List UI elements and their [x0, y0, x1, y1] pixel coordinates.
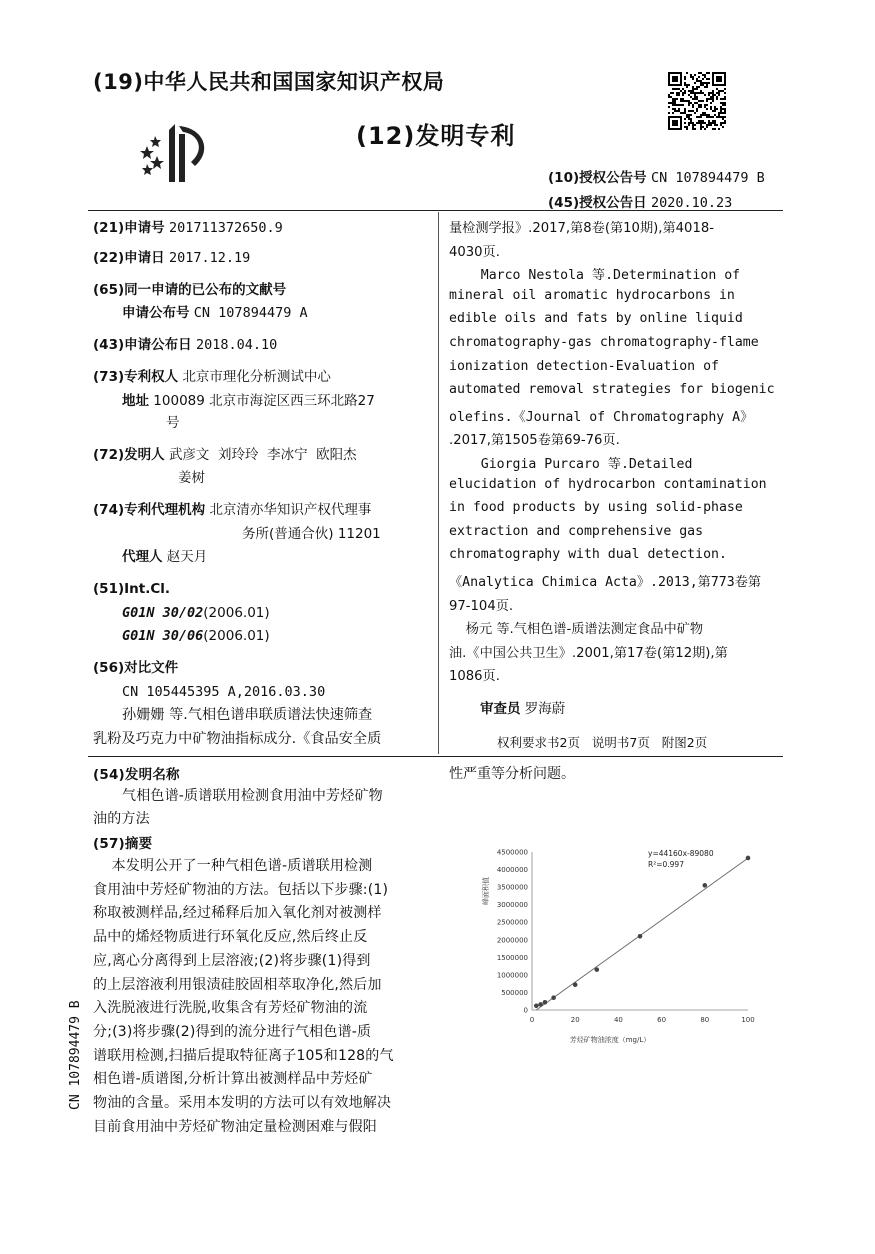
- y-tick-label: 1000000: [496, 971, 528, 980]
- abstract-line: 分;(3)将步骤(2)得到的流分进行气相色谱-质: [93, 1023, 372, 1040]
- y-tick-label: 3500000: [496, 883, 528, 892]
- office-name: (19)中华人民共和国国家知识产权局: [93, 70, 445, 94]
- abstract-line: 的上层溶液利用银渍硅胶固相萃取净化,然后加: [93, 976, 382, 993]
- examiner: 罗海蔚: [524, 701, 566, 717]
- grant-pub-no: CN 107894479 B: [650, 170, 765, 186]
- side-document-number: CN 107894479 B: [68, 1000, 83, 1110]
- y-tick-label: 1500000: [496, 953, 528, 962]
- data-point: [703, 883, 708, 888]
- invention-title-2: 油的方法: [93, 811, 150, 827]
- reference-line: edible oils and fats by online liquid: [449, 311, 743, 327]
- abstract-line: 食用油中芳烃矿物油的方法。包括以下步骤:(1): [93, 881, 389, 898]
- calibration-chart: [470, 838, 770, 1060]
- ipc-1-code: G01N 30/02: [122, 605, 204, 621]
- pages-summary: 权利要求书2页 说明书7页 附图2页: [497, 735, 708, 750]
- reference-line: in food products by using solid-phase: [449, 500, 743, 516]
- reference-line: ionization detection-Evaluation of: [449, 358, 719, 374]
- reference-line: 《Analytica Chimica Acta》.2013,第773卷第: [449, 575, 762, 590]
- r-squared: R²=0.997: [648, 860, 684, 869]
- reference-line: 量检测学报》.2017,第8卷(第10期),第4018-: [449, 221, 714, 236]
- reference-line: olefins.《Journal of Chromatography A》: [449, 409, 754, 425]
- abstract-line: 物油的含量。采用本发明的方法可以有效地解决: [93, 1095, 392, 1111]
- examiner-label: 审查员: [480, 701, 521, 717]
- address-line-1: 100089 北京市海淀区西三环北路27: [153, 393, 375, 409]
- refs-label: (56)对比文件: [93, 660, 179, 676]
- reference-line: 油.《中国公共卫生》.2001,第17卷(第12期),第: [449, 645, 728, 661]
- ipc-2-date: (2006.01): [203, 628, 270, 644]
- abstract-continued: 性严重等分析问题。: [449, 766, 575, 782]
- app-no: 201711372650.9: [168, 220, 283, 236]
- abstract-line: 入洗脱液进行洗脱,收集含有芳烃矿物油的流: [93, 1000, 368, 1017]
- agent-row: 代理人 赵天月: [122, 549, 208, 565]
- reference-line: Giorgia Purcaro 等.Detailed: [449, 457, 693, 472]
- data-point: [638, 934, 643, 939]
- abstract-line: 品中的烯烃物质进行环氧化反应,然后终止反: [93, 929, 368, 946]
- x-tick-label: 80: [700, 1016, 710, 1024]
- inventors-line-1: 武彦文 刘玲玲 李冰宁 欧阳杰: [168, 447, 357, 463]
- app-date: 2017.12.19: [168, 250, 251, 266]
- reference-line: 4030页.: [449, 244, 500, 260]
- x-tick-label: 20: [570, 1016, 580, 1024]
- app-no-row: (21)申请号 201711372650.9: [93, 220, 283, 236]
- agent: 赵天月: [166, 549, 208, 565]
- data-point: [595, 967, 600, 972]
- patentee: 北京市理化分析测试中心: [182, 369, 331, 385]
- fit-line: [536, 858, 748, 1010]
- header-rule: [88, 210, 783, 211]
- ipc-1-row: [122, 604, 270, 622]
- grant-date-row: [548, 191, 732, 211]
- inventors-row: (72)发明人 武彦文 刘玲玲 李冰宁 欧阳杰: [93, 447, 357, 463]
- reference-line: 1086页.: [449, 669, 500, 685]
- pub-date: 2018.04.10: [195, 337, 278, 353]
- y-tick-label: 2500000: [496, 918, 528, 927]
- document-type: (12)发明专利: [356, 122, 516, 150]
- y-tick-label: 2000000: [496, 936, 528, 945]
- y-tick-label: 4500000: [496, 848, 528, 857]
- cnipa-logo-icon: [133, 120, 217, 186]
- reference-line: chromatography with dual detection.: [449, 547, 727, 563]
- reference-line: 97-104页.: [449, 598, 514, 614]
- ipc-2-row: [122, 627, 270, 645]
- column-divider: [438, 212, 439, 754]
- abstract-line: 目前食用油中芳烃矿物油定量检测困难与假阳: [93, 1118, 377, 1135]
- y-tick-label: 4000000: [496, 866, 528, 875]
- data-point: [551, 995, 556, 1000]
- x-axis-label: 芳烃矿物油浓度（mg/L）: [569, 1036, 651, 1044]
- x-tick-label: 0: [529, 1016, 535, 1024]
- abstract-line: 称取被测样品,经过稀释后加入氧化剂对被测样: [93, 905, 382, 922]
- data-point: [573, 982, 578, 987]
- pub-no: CN 107894479 A: [193, 305, 308, 321]
- patentee-row: (73)专利权人 北京市理化分析测试中心: [93, 369, 331, 385]
- x-tick-label: 40: [613, 1016, 623, 1024]
- data-point: [543, 1000, 548, 1005]
- intcl-label: (51)Int.Cl.: [93, 581, 171, 597]
- ref-1: CN 105445395 A,2016.03.30: [122, 684, 326, 700]
- x-tick-label: 60: [657, 1016, 667, 1024]
- grant-date: 2020.10.23: [650, 195, 733, 211]
- data-point: [534, 1003, 539, 1008]
- ref-2-line-1: 孙姗姗 等.气相色谱串联质谱法快速筛查: [122, 707, 373, 723]
- qr-code-icon: [668, 72, 726, 130]
- fit-equation: y=44160x-89080: [648, 849, 714, 858]
- reference-line: elucidation of hydrocarbon contamination: [449, 476, 767, 492]
- abstract-line: 相色谱-质谱图,分析计算出被测样品中芳烃矿: [93, 1071, 373, 1088]
- title-label: (54)发明名称: [93, 767, 180, 783]
- grant-date-label: (45)授权公告日: [548, 195, 647, 211]
- y-axis-label: 峰面积值: [482, 877, 490, 905]
- data-point: [746, 856, 751, 861]
- address-line-2: 号: [166, 415, 180, 431]
- y-tick-label: 500000: [501, 988, 528, 997]
- agency-line-1: 北京清亦华知识产权代理事: [209, 502, 372, 518]
- reference-line: chromatography-gas chromatography-flame: [449, 335, 759, 350]
- ipc-2-code: G01N 30/06: [122, 628, 204, 644]
- reference-line: extraction and comprehensive gas: [449, 523, 704, 539]
- invention-title-1: 气相色谱-质谱联用检测食用油中芳烃矿物: [122, 788, 383, 804]
- abstract-rule: [88, 756, 783, 757]
- y-tick-label: 0: [523, 1006, 528, 1015]
- app-date-row: (22)申请日 2017.12.19: [93, 250, 251, 266]
- abstract-label: (57)摘要: [93, 836, 153, 852]
- reference-line: automated removal strategies for biogenic: [449, 382, 775, 398]
- address-row: 地址 100089 北京市海淀区西三环北路27: [122, 393, 375, 409]
- ipc-1-date: (2006.01): [203, 605, 270, 621]
- grant-pub-no-row: [548, 166, 765, 186]
- grant-pub-no-label: (10)授权公告号: [548, 170, 647, 186]
- reference-line: .2017,第1505卷第69-76页.: [449, 433, 620, 449]
- examiner-row: [480, 697, 565, 717]
- data-point: [538, 1002, 543, 1007]
- pub-date-row: (43)申请公布日 2018.04.10: [93, 337, 278, 353]
- abstract-line: 谱联用检测,扫描后提取特征离子105和128的气: [93, 1047, 394, 1064]
- agency-row: (74)专利代理机构 北京清亦华知识产权代理事: [93, 502, 372, 518]
- abstract-line: 本发明公开了一种气相色谱-质谱联用检测: [93, 858, 373, 874]
- reference-line: 杨元 等.气相色谱-质谱法测定食品中矿物: [449, 622, 704, 638]
- pub-no-row: 申请公布号 CN 107894479 A: [122, 305, 308, 321]
- reference-line: Marco Nestola 等.Determination of: [449, 268, 741, 284]
- reference-line: mineral oil aromatic hydrocarbons in: [449, 287, 735, 303]
- same-app-label: (65)同一申请的已公布的文献号: [93, 282, 287, 298]
- y-tick-label: 3000000: [496, 901, 528, 910]
- abstract-line: 应,离心分离得到上层溶液;(2)将步骤(1)得到: [93, 952, 371, 969]
- ref-2-line-2: 乳粉及巧克力中矿物油指标成分.《食品安全质: [93, 731, 382, 747]
- x-tick-label: 100: [741, 1016, 755, 1024]
- agency-line-2: 务所(普通合伙) 11201: [242, 526, 381, 542]
- inventors-line-2: 姜树: [178, 470, 205, 486]
